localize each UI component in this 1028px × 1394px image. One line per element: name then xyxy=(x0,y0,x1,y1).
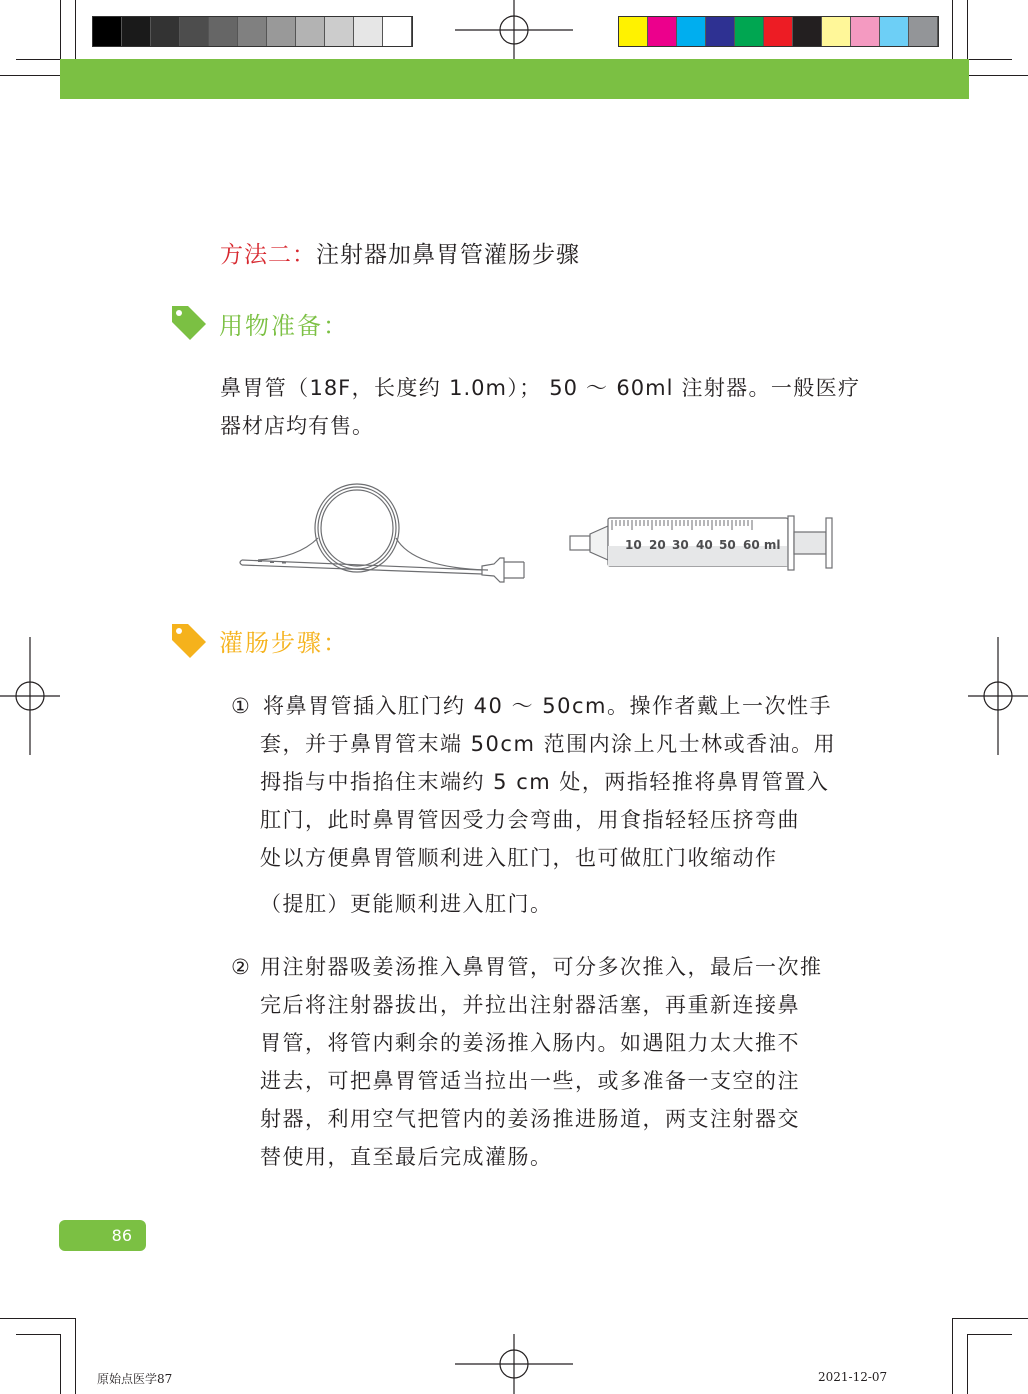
supplies-text: 鼻胃管（18F，长度约 1.0m）； 50 ～ 60ml 注射器。一般医疗器材店均有售。 xyxy=(220,376,860,438)
step-1-line: 处以方便鼻胃管顺利进入肛门，也可做肛门收缩动作 xyxy=(260,846,778,870)
step-marker: ② xyxy=(231,955,252,979)
supplies-heading: 用物准备： xyxy=(219,312,349,340)
syringe-scale-label: 50 xyxy=(719,538,736,552)
procedure-heading: 灌肠步骤： xyxy=(219,629,349,657)
syringe-scale-label: 40 xyxy=(696,538,713,552)
page-number: 86 xyxy=(111,1226,132,1245)
registration-mark-bottom xyxy=(455,1334,575,1394)
step-2-line: 胃管，将管内剩余的姜汤推入肠内。如遇阻力太大推不 xyxy=(260,1031,800,1055)
step-2-line: 用注射器吸姜汤推入鼻胃管，可分多次推入，最后一次推 xyxy=(260,955,823,979)
tag-icon xyxy=(168,621,210,661)
step-1-line: 将鼻胃管插入肛门约 40 ～ 50cm。操作者戴上一次性手 xyxy=(263,694,832,718)
syringe-scale-label: 20 xyxy=(649,538,666,552)
registration-mark-right xyxy=(968,637,1028,757)
registration-mark-top xyxy=(455,0,575,60)
registration-mark-left xyxy=(0,637,60,757)
page-number-badge xyxy=(59,1220,146,1251)
page-title xyxy=(220,236,580,269)
title-main: 注射器加鼻胃管灌肠步骤 xyxy=(316,242,580,268)
nasogastric-tube-illustration xyxy=(238,478,528,586)
step-1-line: （提肛）更能顺利进入肛门。 xyxy=(260,892,553,916)
title-prefix: 方法二： xyxy=(220,242,316,268)
step-1-line: 肛门，此时鼻胃管因受力会弯曲，用食指轻轻压挤弯曲 xyxy=(260,808,800,832)
step-1-line: 套，并于鼻胃管末端 50cm 范围内涂上凡士林或香油。用 xyxy=(260,732,837,756)
step-2-line: 完后将注射器拔出，并拉出注射器活塞，再重新连接鼻 xyxy=(260,993,800,1017)
step-2-line: 替使用，直至最后完成灌肠。 xyxy=(260,1145,553,1169)
step-2-line: 射器，利用空气把管内的姜汤推进肠道，两支注射器交 xyxy=(260,1107,800,1131)
footer-right: 2021-12-07 xyxy=(818,1370,888,1384)
tag-icon xyxy=(168,303,210,343)
grayscale-color-bar xyxy=(92,16,413,47)
syringe-scale-label: 10 xyxy=(625,538,642,552)
footer-left: 原始点医学87 xyxy=(97,1372,173,1386)
step-1-line: 拇指与中指掐住末端约 5 cm 处，两指轻推将鼻胃管置入 xyxy=(260,770,830,794)
syringe-scale-label: 30 xyxy=(672,538,689,552)
step-2-line: 进去，可把鼻胃管适当拉出一些，或多准备一支空的注 xyxy=(260,1069,800,1093)
header-band xyxy=(60,59,969,99)
syringe-illustration xyxy=(566,514,838,572)
syringe-scale-label: 60 ml xyxy=(743,538,781,552)
process-color-bar xyxy=(618,16,939,47)
step-marker: ① xyxy=(231,694,252,718)
